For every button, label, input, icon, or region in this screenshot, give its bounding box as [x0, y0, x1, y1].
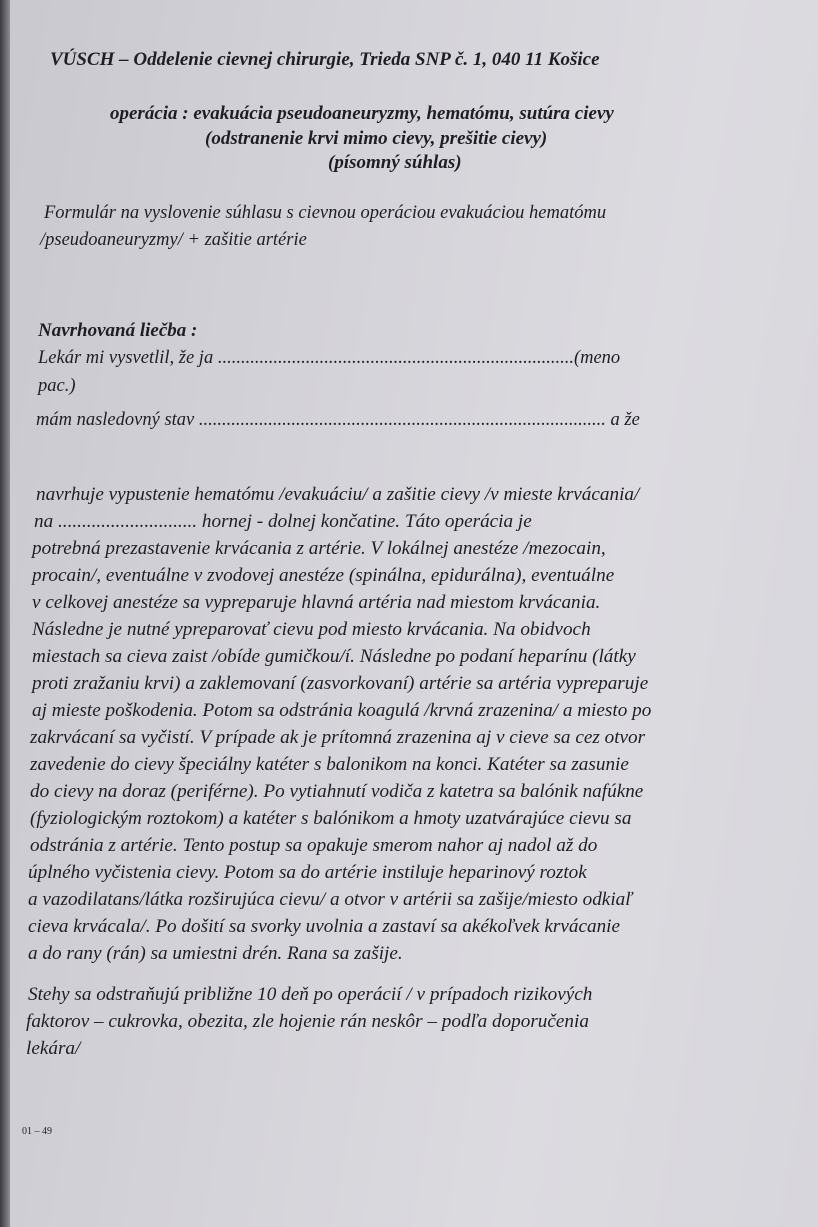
institution-header: VÚSCH – Oddelenie cievnej chirurgie, Trieda SNP č. 1, 040 11 Košice — [50, 49, 600, 70]
stitches-line-1: Stehy sa odstraňujú približne 10 deň po operácií / v prípadoch rizikových — [28, 984, 593, 1005]
body-line-17: cieva krvácala/. Po došití sa svorky uvolnia a zastaví sa akékoľvek krvácanie — [28, 916, 621, 937]
body-line-14: odstránia z artérie. Tento postup sa opakuje smerom nahor aj nadol až do — [30, 835, 598, 856]
form-title-line-1: Formulár na vyslovenie súhlasu s cievnou operáciou evakuáciou hematómu — [44, 203, 607, 223]
body-line-8: proti zražaniu krvi) a zaklemovaní (zasvorkovaní) artérie sa artéria vypreparuje — [32, 673, 649, 694]
body-line-18: a do rany (rán) sa umiestni drén. Rana sa zašije. — [28, 943, 403, 964]
body-line-13: (fyziologickým roztokom) a katéter s balónikom a hmoty uzatvárajúce cievu sa — [30, 808, 632, 829]
body-line-15: úplného vyčistenia cievy. Potom sa do artérie instiluje heparinový roztok — [28, 862, 587, 883]
body-line-6: Následne je nutné ypreparovať cievu pod miesto krvácania. Na obidvoch — [32, 619, 591, 640]
body-line-2: na ............................. hornej - dolnej končatine. Táto operácia je — [34, 511, 532, 532]
operation-title-line-2: (odstranenie krvi mimo cievy, prešitie cievy) — [205, 128, 548, 149]
operation-title-line-3: (písomný súhlas) — [328, 152, 462, 173]
body-line-9: aj mieste poškodenia. Potom sa odstránia koagulá /krvná zrazenina/ a miesto po — [32, 700, 652, 721]
body-line-16: a vazodilatans/látka rozširujúca cievu/ a otvor v artérii sa zašije/miesto odkiaľ — [28, 889, 633, 910]
page-edge-shadow — [0, 0, 10, 1227]
patient-name-line: Lekár mi vysvetlil, že ja .............................................................................(meno — [38, 348, 621, 368]
proposed-treatment-heading: Navrhovaná liečba : — [38, 320, 198, 341]
condition-line: mám nasledovný stav ........................................................................................ a že — [36, 410, 640, 430]
body-line-12: do cievy na doraz (periférne). Po vytiahnutí vodiča z katetra sa balónik nafúkne — [30, 781, 644, 802]
body-line-10: zakrvácaní sa vyčistí. V prípade ak je prítomná zrazenina aj v cieve sa cez otvor — [30, 727, 646, 748]
body-line-3: potrebná prezastavenie krvácania z artérie. V lokálnej anestéze /mezocain, — [32, 538, 606, 559]
page-number: 01 – 49 — [22, 1126, 52, 1137]
patient-name-line-cont: pac.) — [38, 376, 76, 396]
operation-title-line-1: operácia : evakuácia pseudoaneuryzmy, hematómu, sutúra cievy — [110, 103, 614, 124]
body-line-11: zavedenie do cievy špeciálny katéter s balonikom na konci. Katéter sa zasunie — [30, 754, 629, 775]
body-line-1: navrhuje vypustenie hematómu /evakuáciu/ a zašitie cievy /v mieste krvácania/ — [36, 484, 640, 505]
body-line-4: procain/, eventuálne v zvodovej anestéze (spinálna, epidurálna), eventuálne — [32, 565, 615, 586]
stitches-line-3: lekára/ — [26, 1038, 81, 1059]
stitches-line-2: faktorov – cukrovka, obezita, zle hojenie rán neskôr – podľa doporučenia — [26, 1011, 589, 1032]
body-line-7: miestach sa cieva zaist /obíde gumičkou/í. Následne po podaní heparínu (látky — [32, 646, 636, 667]
body-line-5: v celkovej anestéze sa vypreparuje hlavná artéria nad miestom krvácania. — [32, 592, 601, 613]
form-title-line-2: /pseudoaneuryzmy/ + zašitie artérie — [40, 230, 307, 250]
